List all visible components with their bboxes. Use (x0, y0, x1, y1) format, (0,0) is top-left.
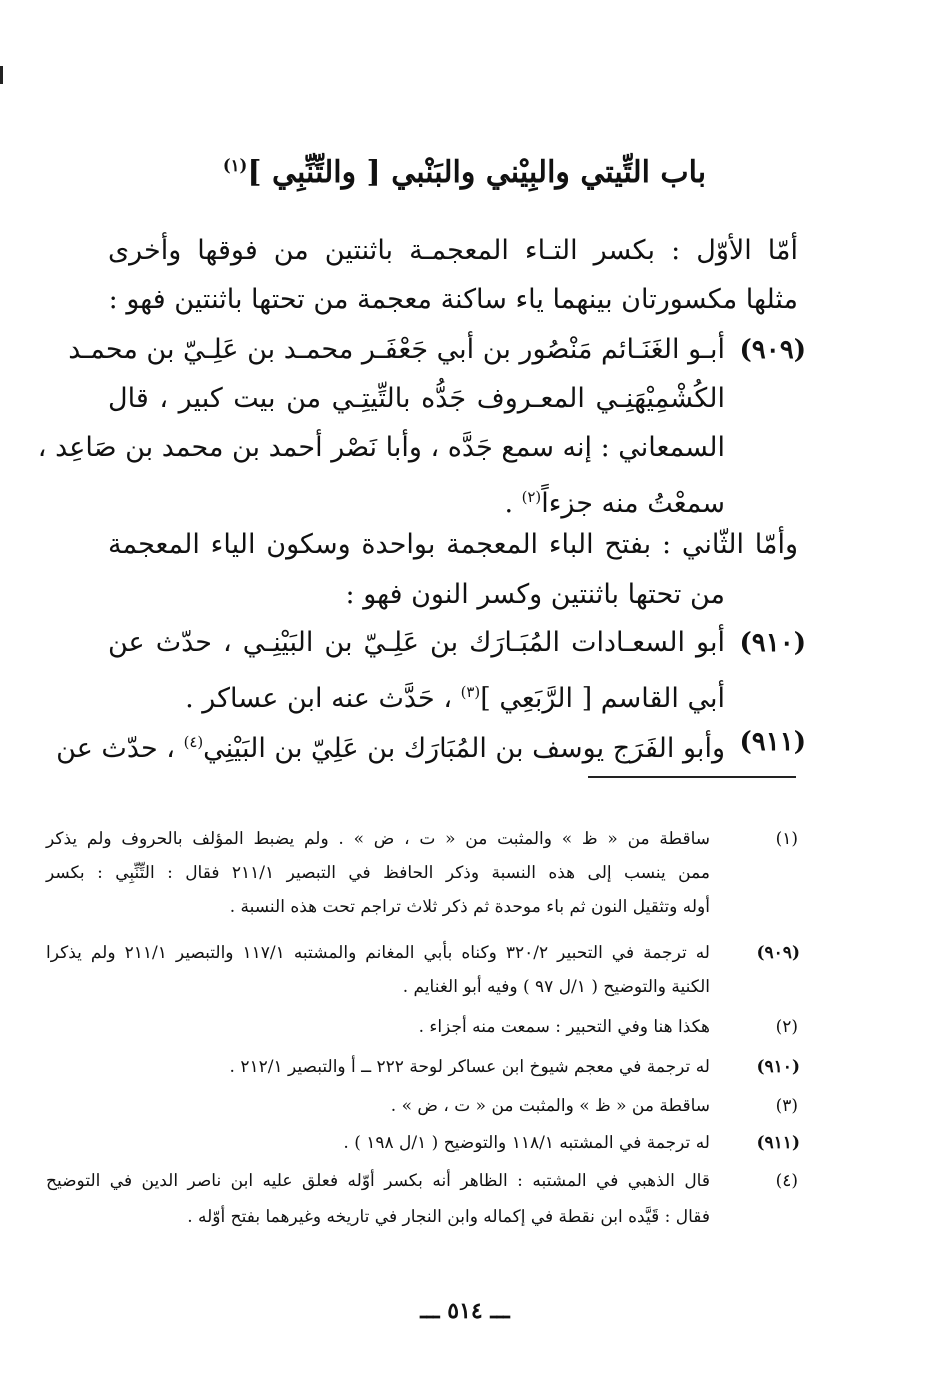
intro-second-line-2: من تحتها باثنتين وكسر النون فهو : (345, 579, 725, 610)
entry-910-line-1: أبو السعـادات المُبَـارَك بن عَلِـيّ بن البَيْنِـي ، حدّث عن (108, 627, 725, 658)
footnote-1-line-3: أوله وتثقيل النون ثم باء موحدة ثم ذكر ثلاث تراجم تحت هذه النسبة . (229, 897, 710, 917)
footnote-1-line-1: ساقطة من « ظ » والمثبت من « ت ، ض » . ولم يضبط المؤلف بالحروف ولم يذكر (46, 829, 710, 849)
chapter-title (150, 155, 779, 190)
page-number: ـــ ٥١٤ ـــ (420, 1298, 510, 1324)
footnote-3-number: (٣) (775, 1096, 798, 1116)
chapter-title-footnote-ref: (١) (222, 156, 248, 175)
entry-909-line-1: أبـو الغَنَـائم مَنْصُور بن أبي جَعْفَـر محمـد بن عَلِـيّ بن محمـد (68, 334, 725, 365)
entry-911-line-1-text: وأبو الفَرَج يوسف بن المُبَارَك بن عَلِيّ بن البَيْنِي (203, 733, 725, 764)
footnote-909-number: (٩٠٩) (756, 943, 800, 963)
footnote-911-line-1: له ترجمة في المشتبه ١١٨/١ والتوضيح ( ١/ل ١٩٨ ) . (343, 1133, 710, 1153)
footnote-910-number: (٩١٠) (756, 1057, 800, 1077)
footnote-3-line-1: ساقطة من « ظ » والمثبت من « ت ، ض » . (390, 1096, 710, 1116)
footnote-2-line-1: هكذا هنا وفي التحبير : سمعت منه أجزاء . (418, 1017, 710, 1037)
entry-909-line-4-text: سمعْتُ منه جزءاً (541, 488, 725, 519)
footnote-4-line-2: فقال : قَيَّده ابن نقطة في إكماله وابن النجار في تاريخه وغيرهما بفتح أوّله . (187, 1207, 710, 1227)
chapter-title-text: باب التِّيتي والبِيْني والبَنْبي [ والتِّنِّبِي ] (247, 155, 707, 190)
footnote-911-number: (٩١١) (756, 1133, 800, 1153)
intro-second-line-1: وأمّا الثّاني : بفتح الباء المعجمة بواحدة وسكون الياء المعجمة (108, 529, 798, 560)
entry-909-line-4 (108, 477, 725, 524)
entry-911-number: (٩١١) (739, 727, 806, 757)
entry-910-line-2-end: ، حَدَّث عنه ابن عساكر . (185, 683, 461, 714)
footnote-4-line-1: قال الذهبي في المشتبه : الظاهر أنه بكسر أوّله فعلق عليه ابن ناصر الدين في التوضيح (46, 1171, 710, 1191)
entry-910-line-2-text: أبي القاسم [ الرَّبَعِي ] (480, 683, 725, 714)
footnote-909-line-1: له ترجمة في التحبير ٣٢٠/٢ وكناه بأبي المغانم والمشتبه ١١٧/١ والتبصير ٢١١/١ ولم يذكرا (46, 943, 710, 963)
entry-909-line-4-end: . (504, 488, 522, 519)
footnote-4-number: (٤) (775, 1171, 798, 1191)
footnote-1-number: (١) (775, 829, 798, 849)
entry-909-number: (٩٠٩) (739, 335, 806, 365)
entry-909-line-2: الكُشْمِيْهَنِـي المعـروف جَدُّه بالتِّيتِـي من بيت كبير ، قال (108, 383, 725, 414)
entry-910-line-2 (108, 672, 725, 719)
footnote-2-number: (٢) (775, 1017, 798, 1037)
footnote-ref-2: (٢) (521, 488, 542, 506)
footnote-ref-4: (٤) (183, 733, 204, 751)
footnote-ref-3: (٣) (460, 683, 481, 701)
entry-910-number: (٩١٠) (739, 628, 806, 658)
footnote-909-line-2: الكنية والتوضيح ( ١/ل ٩٧ ) وفيه أبو الغنايم . (402, 977, 710, 997)
entry-911-line-1 (56, 722, 725, 769)
footnote-910-line-1: له ترجمة في معجم شيوخ ابن عساكر لوحة ٢٢٢ ــ أ والتبصير ٢١٢/١ . (229, 1057, 710, 1077)
intro-first-line-2: مثلها مكسورتان بينهما ياء ساكنة معجمة من تحتها باثنتين فهو : (108, 284, 798, 315)
entry-911-line-1-end: ، حدّث عن (56, 733, 184, 764)
footnote-separator (588, 776, 796, 778)
intro-first-line-1: أمّا الأوّل : بكسر التـاء المعجمـة باثنتين من فوقها وأخرى (108, 235, 798, 266)
entry-909-line-3: السمعاني : إنه سمع جَدَّه ، وأبا نَصْر أحمد بن محمد بن صَاعِد ، (37, 432, 725, 463)
footnote-1-line-2: ممن ينسب إلى هذه النسبة وذكر الحافظ في التبصير ٢١١/١ فقال : التِّنِّبِي : بكسر (46, 863, 711, 883)
scan-edge-mark (0, 66, 3, 84)
